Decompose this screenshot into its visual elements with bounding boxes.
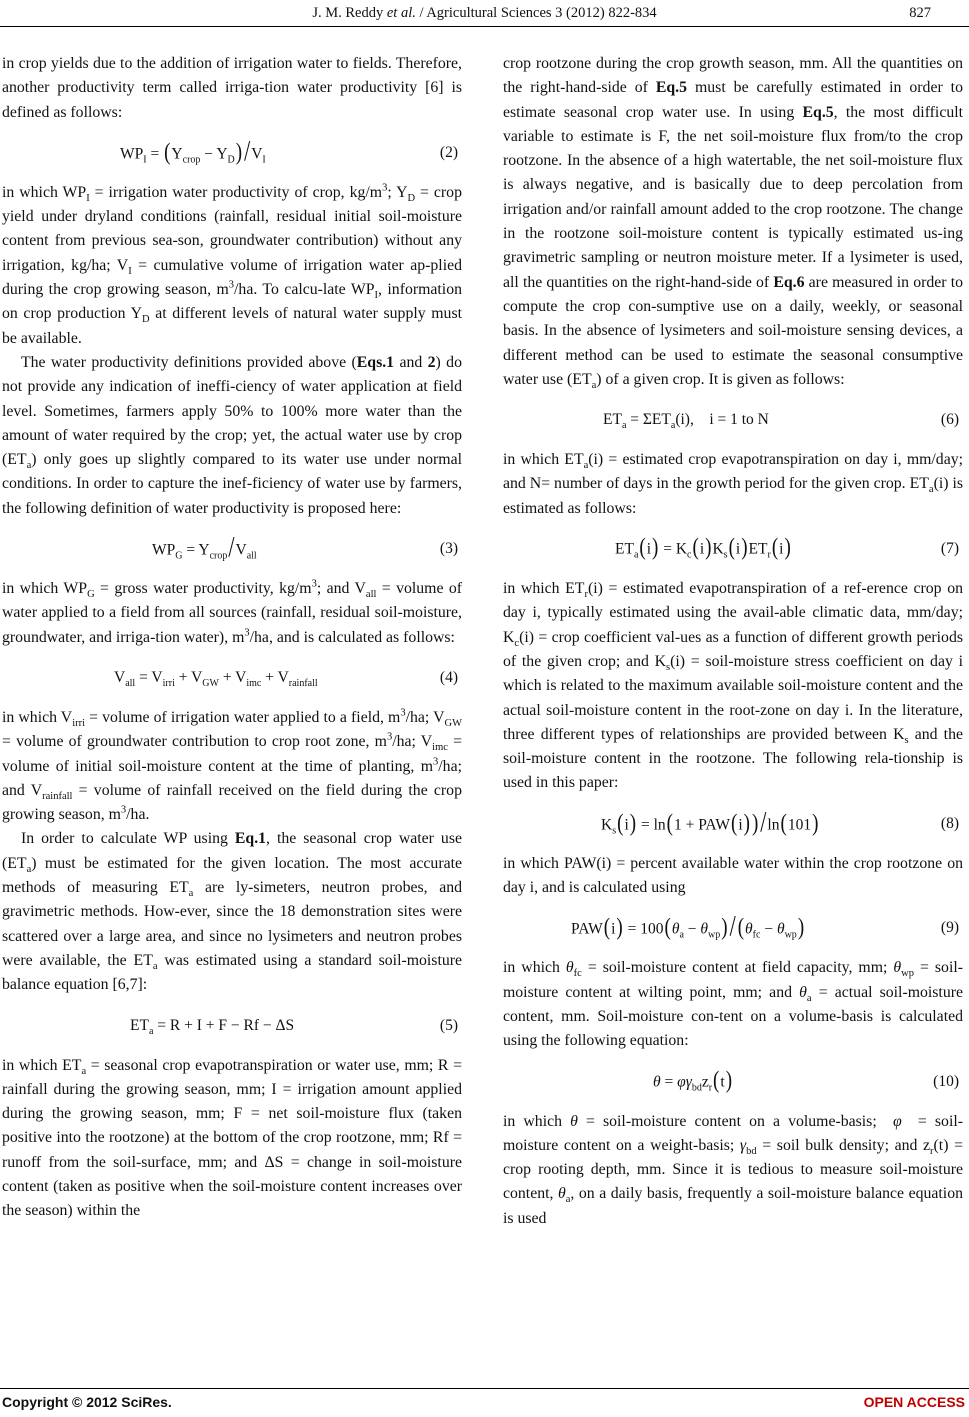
paragraph: in which $ET_a$ = seasonal crop evapotranspiration or water use, mm; R = rainfall during the growing season, mm; I = irrigation amount applied during the growing season, mm; F = net soil-moisture flux (taken positive into the rootzone) at the bottom of the crop rootzone, mm; Rf = runoff from the soil-surface, mm; and ΔS = change in soil-moisture content (taken as positive when the soil-moisture content increases over the season) within the [2,1056,463,1220]
equation-2-formula: $WP_I = (Y_{crop} - Y_D)/V_I$ [120,133,266,168]
equation-number: (5) [439,1016,458,1034]
right-column [503,52,963,1231]
equation-3-formula: $WP_G = Y_{crop}/V_{all}$ [152,529,257,564]
paragraph: in which $WP_G$ = gross water productivity, $kg/m^3$; and $V_{all}$ = volume of water applied to a field from all sources (rainfall, residual soil-moisture, groundwater, and irriga-tion water), $m^3/ha$, and is calculated as follows: [2,578,463,646]
equation-number: (8) [940,814,959,832]
paragraph: in which $ET_a(i)$ = estimated crop evapotranspiration on day i, mm/day; and N= number of days in the growth period for the given crop. $ET_a(i)$ is estimated as follows: [503,451,963,517]
equation-number: (7) [940,539,959,557]
equation-5 [2,1006,462,1046]
equation-7 [503,529,963,569]
paragraph: in which θ = soil-moisture content on a volume-basis; φ = soil-moisture content on a weight-basis; $\gamma_{bd}$ = soil bulk density; and $z_r(t)$ = crop rooting depth, mm. Since it is tedious to measure soil-moisture content, $\theta_a$, on a daily basis, frequently a soil-moisture balance equation is used [503,1112,963,1227]
equation-10 [503,1062,963,1102]
copyright-notice: Copyright © 2012 SciRes. [2,1394,172,1410]
paragraph: The water productivity definitions provided above (Eqs.1 and 2) do not provide any indication of ineffi-ciency of water application at field level. Sometimes, farmers apply 50% to 100% more water than the amount of water required by the crop; yet, the actual water use by crop $(ET_a)$ only goes up slightly compared to its water use under normal conditions. In order to capture the inef-ficiency of water use by farmers, the following definition of water productivity is proposed here: [2,353,462,517]
running-head: J. M. Reddy et al. / Agricultural Sciences 3 (2012) 822-834 [312,5,657,21]
equation-9-formula: $PAW(i) = 100(\theta_a - \theta_{wp})/$ $(\theta_{fc} - \theta_{wp})$ [571,909,805,943]
equation-7-formula: $ET_a(i) = K_c(i)K_s(i)ET_r(i)$ [615,534,791,561]
equation-6-formula: $ET_a = \Sigma ET_a(i)$, i = 1 to N [603,411,769,432]
page-footer [0,1384,969,1417]
header-rule [0,26,969,27]
equation-number: (3) [439,539,458,557]
paragraph: in crop yields due to the addition of irrigation water to fields. Therefore, another productivity term called irriga-tion water productivity [6] is defined as follows: [2,55,462,121]
equation-3 [2,529,462,569]
equation-number: (4) [439,668,458,686]
paragraph: in which $V_{irri}$ = volume of irrigation water applied to a field, $m^3/ha$; $V_{GW}$ = volume of groundwater contribution to crop root zone, $m^3/ha$; $V_{imc}$ = volume of initial soil-moisture content at the time of planting, $m^3/ha$; and $V_{rainfall}$ = volume of rainfall received on the field during the crop growing season, $m^3/ha$. [2,707,463,824]
et-al: et al. [386,5,416,21]
paragraph: crop rootzone during the crop growth season, mm. All the quantities on the right-hand-side of Eq.5 must be carefully estimated in order to estimate seasonal crop water use. In using Eq.5, the most difficult variable to estimate is F, the net soil-moisture flux from/to the crop rootzone. In the absence of a high watertable, the net soil-moisture flux is always negative, and is basically due to deep percolation from irrigation and/or rainfall amount added to the crop rootzone. The change in the rootzone soil-moisture content is typically estimated us-ing gravimetric sampling or neutron moisture meter. If a lysimeter is used, all the quantities on the right-hand-side of Eq.6 are measured in order to compute the crop con-sumptive use on a daily, weekly, or seasonal basis. In the absence of lysimeters and soil-moisture sensing devices, a different method can be used to estimate the seasonal consumptive water use $(ET_a)$ of a given crop. It is given as follows: [503,55,964,392]
equation-4-formula: $V_{all} = V_{irri} + V_{GW} + V_{imc} + V_{rainfall}$ [114,668,318,689]
equation-number: (10) [933,1072,959,1090]
footer-rule [0,1388,969,1389]
equation-number: (2) [439,143,458,161]
paragraph: in which $\theta_{fc}$ = soil-moisture content at field capacity, mm; $\theta_{wp}$ = soil-moisture content at wilting point, mm; and $\theta_a$ = actual soil-moisture content, mm. Soil-moisture con-tent on a volume-basis is calculated using the following equation: [503,959,963,1050]
equation-8 [503,804,963,844]
equation-number: (6) [940,411,959,429]
equation-10-formula: $\theta = \varphi\gamma_{bd}z_r(t)$ [653,1067,733,1094]
paragraph: in which $WP_I$ = irrigation water productivity of crop, $kg/m^3$; $Y_D$ = crop yield under dryland conditions (rainfall, residual initial soil-moisture content from previous sea-son, groundwater contribution) without any irrigation, kg/ha; $V_I$ = cumulative volume of irrigation water ap-plied during the crop growing season, $m^3/ha$. To calcu-late $WP_I$, information on crop production $Y_D$ at different levels of natural water supply must be available. [2,182,462,347]
paragraph: In order to calculate WP using Eq.1, the seasonal crop water use $(ET_a)$ must be estimated for the given location. The most accurate methods of measuring $ET_a$ are ly-simeters, neutron probes, and gravimetric methods. How-ever, since the 18 demonstration sites were scattered over a large area, and since no lysimeters and neutron probes were available, the $ET_a$ was estimated using a standard soil-moisture balance equation [6,7]: [2,830,463,994]
equation-2 [2,133,462,173]
equation-9 [503,908,963,948]
page-number: 827 [909,5,931,21]
equation-6 [503,400,963,440]
paragraph: in which $ET_r(i)$ = estimated evapotranspiration of a ref-erence crop on day i, typically estimated using the avail-able climatic data, mm/day; $K_c(i)$ = crop coefficient val-ues as a function of different growth periods of the given crop; and $K_s(i)$ = soil-moisture stress coefficient on day i which is related to the maximum available soil-moisture content and the actual soil-moisture content in the root-zone on day i. In the literature, three different types of relationships are provided between $K_s$ and the soil-moisture content in the rootzone. The following rela-tionship is used in this paper: [503,580,963,792]
equation-8-formula: $K_s(i) = \ln(1 + PAW(i)$ )/ln(101) [601,804,819,839]
left-column [2,52,462,1224]
equation-5-formula: $ET_a = R + I + F - Rf - \Delta S$ [130,1016,295,1037]
open-access-label: OPEN ACCESS [863,1394,965,1410]
equation-number: (9) [940,919,959,937]
paragraph: in which PAW(i) = percent available water within the crop rootzone on day i, and is calculated using [503,854,963,897]
page-header [0,0,969,28]
equation-4 [2,658,462,698]
